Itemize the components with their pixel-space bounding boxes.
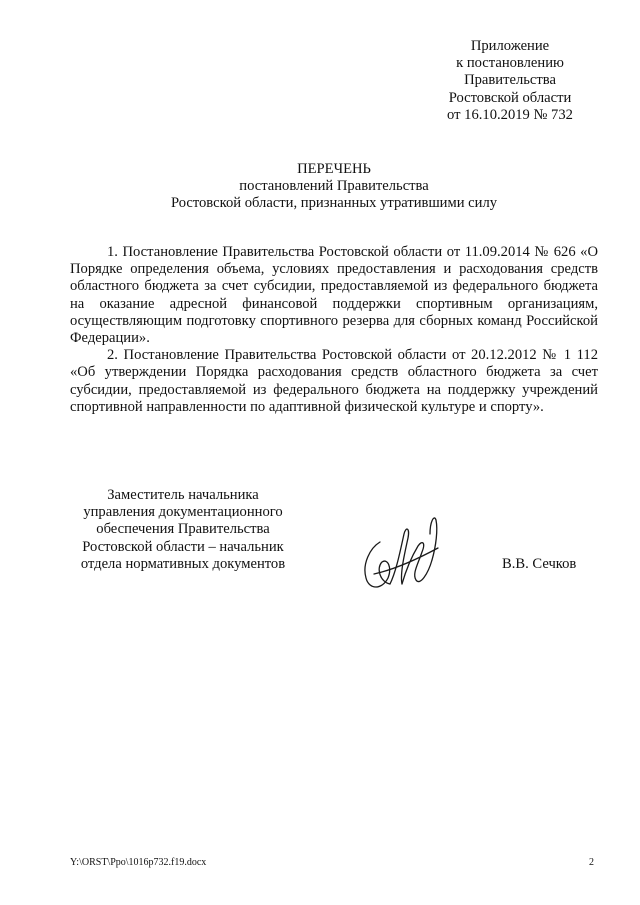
- title-subtitle-line: постановлений Правительства: [239, 178, 429, 195]
- signatory-name: В.В. Сечков: [502, 556, 577, 572]
- page-number: 2: [589, 857, 594, 868]
- signatory-position: [72, 487, 294, 573]
- footer-file-path: Y:\ORST\Ppo\1016p732.f19.docx: [70, 857, 207, 868]
- list-item: 1. Постановление Правительства Ростовской области от 11.09.2014 № 626 «О Порядке определения объема, условиях предоставления и расходования средств областного бюджета за счет субсидии, предоставляемой из федерального бюджета на оказание адресной финансовой поддержки спортивным организациям, осуществляющим подготовку спортивного резерва для сборных команд Российской Федерации».: [70, 244, 598, 347]
- appendix-line: Ростовской области: [448, 89, 572, 106]
- appendix-line: от 16.10.2019 № 732: [447, 106, 573, 123]
- signatory-line: обеспечения Правительства: [96, 521, 270, 538]
- document-title: [70, 161, 598, 213]
- appendix-header: [410, 38, 610, 124]
- appendix-line: к постановлению: [456, 55, 564, 72]
- document-body: [70, 244, 598, 416]
- title-heading: ПЕРЕЧЕНЬ: [297, 161, 371, 177]
- title-subtitle-line: Ростовской области, признанных утратившими силу: [170, 195, 498, 212]
- signatory-line: Ростовской области – начальник: [82, 538, 284, 555]
- signatory-line: Заместитель начальника: [107, 487, 259, 503]
- signatory-line: управления документационного: [83, 504, 283, 521]
- appendix-line: Правительства: [464, 72, 556, 89]
- signatory-line: отдела нормативных документов: [80, 555, 286, 572]
- list-item: 2. Постановление Правительства Ростовской области от 20.12.2012 № 1 112 «Об утверждении Порядка расходования средств областного бюджета за счет субсидии, предоставляемой из федерального бюджета на поддержку учреждений спортивной направленности по адаптивной физической культуре и спорту».: [70, 347, 598, 415]
- handwritten-signature: [352, 512, 444, 598]
- appendix-line: Приложение: [470, 38, 550, 54]
